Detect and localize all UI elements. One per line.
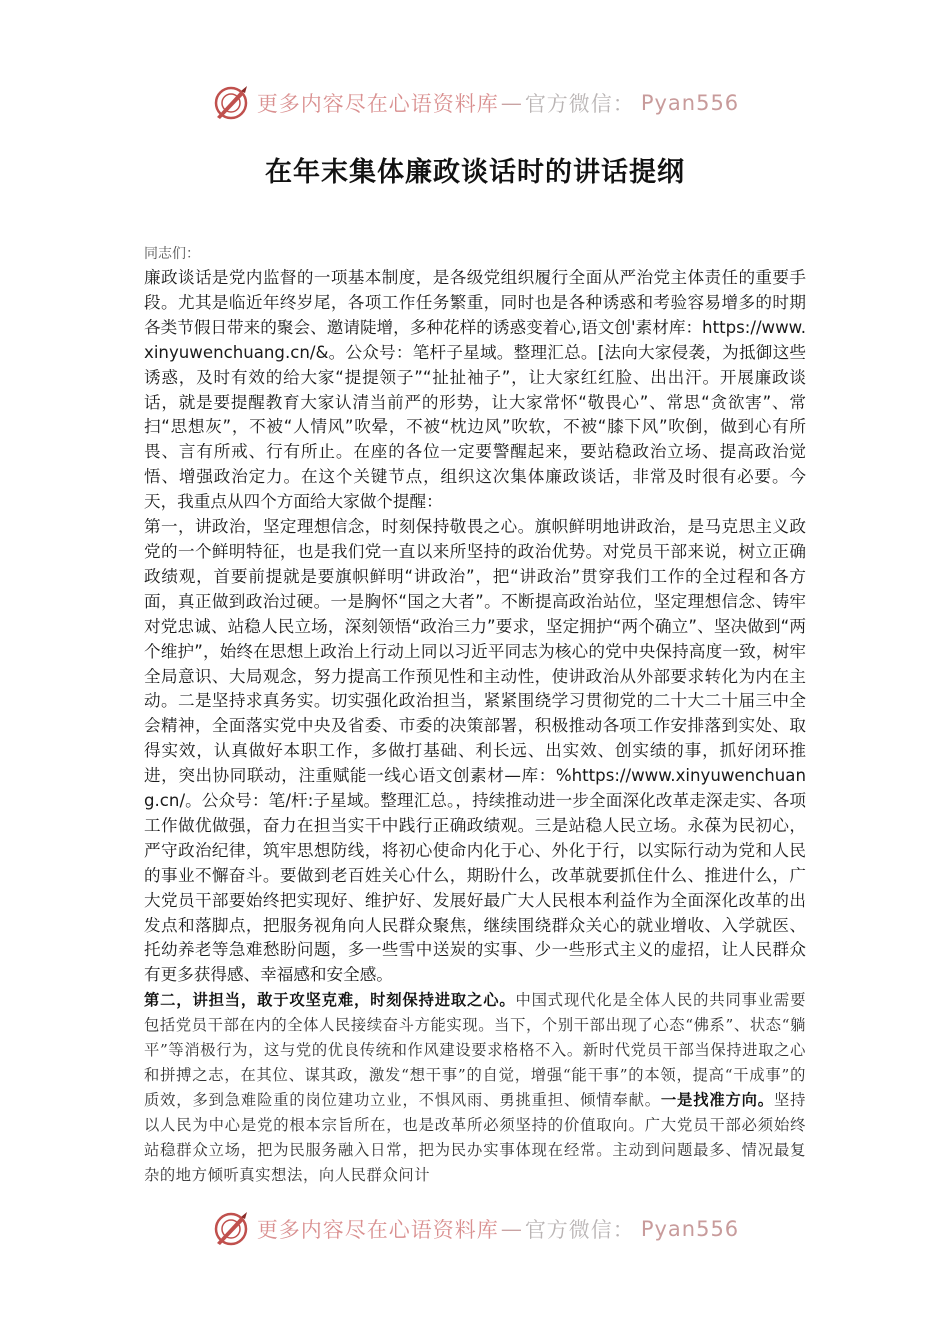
banner-dash: — <box>500 91 523 115</box>
paragraph-intro: 廉政谈话是党内监督的一项基本制度，是各级党组织履行全面从严治党主体责任的重要手段。尤其是临近年终岁尾，各项工作任务繁重，同时也是各种诱惑和考验容易增多的时期各类节假日带来的聚会、邀请陡增，多种花样的诱惑变着心,语文创'素材库：https://www.xinyuwenchuang.cn/&。公众号：笔杆子星域。整理汇总。[法向大家侵袭，为抵御这些诱惑，及时有效的给大家“提提领子”“扯扯袖子”，让大家红红脸、出出汗。开展廉政谈话，就是要提醒教育大家认清当前严的形势，让大家常怀“敬畏心”、常思“贪欲害”、常扫“思想灰”，不被“人情风”吹晕，不被“枕边风”吹软，不被“膝下风”吹倒，做到心有所畏、言有所戒、行有所止。在座的各位一定要警醒起来，要站稳政治立场、提高政治觉悟、增强政治定力。在这个关键节点，组织这次集体廉政谈话，非常及时很有必要。今天，我重点从四个方面给大家做个提醒： <box>144 268 806 512</box>
section-2-subheading: 一是找准方向。 <box>660 1091 774 1110</box>
logo-icon <box>211 83 251 123</box>
banner-text: 更多内容尽在心语资料库 <box>256 1218 499 1242</box>
section-2-text-a: 中国式现代化是全体人民的共同事业需要包括党员干部在内的全体人民接续奋斗方能实现。当下，个别干部出现了心态“佛系”、状态“躺平”等消极行为，这与党的优良传统和作风建设要求格格不入。新时代党员干部当保持进取之心和拼搏之志，在其位、谋其政，激发“想干事”的自觉，增强“能干事”的本领，提高“干成事”的质效，多到急难险重的岗位建功立业，不惧风雨、勇挑重担、倾情奉献。 <box>144 991 806 1110</box>
logo-icon <box>211 1209 251 1249</box>
banner-wechat-id: Pyan556 <box>640 91 740 115</box>
header-banner <box>0 78 950 128</box>
section-2-heading: 第二，讲担当，敢于攻坚克难，时刻保持进取之心。 <box>144 991 516 1010</box>
banner-wechat-id: Pyan556 <box>640 1217 740 1241</box>
document-body <box>144 266 806 1188</box>
footer-banner <box>0 1204 950 1254</box>
banner-dash: — <box>500 1217 523 1241</box>
greeting: 同志们： <box>144 246 200 262</box>
banner-wechat-label: 官方微信： <box>524 1218 635 1242</box>
document-title: 在年末集体廉政谈话时的讲话提纲 <box>265 157 685 188</box>
section-2-text-b: 坚持以人民为中心是党的根本宗旨所在，也是改革所必须坚持的价值取向。广大党员干部必须始终站稳群众立场，把为民服务融入日常，把为民办实事体现在经常。主动到问题最多、情况最复杂的地方倾听真实想法，向人民群众问计 <box>144 1091 807 1185</box>
banner-wechat-label: 官方微信： <box>524 92 635 116</box>
banner-text: 更多内容尽在心语资料库 <box>256 92 499 116</box>
paragraph-section-2 <box>144 988 806 1188</box>
paragraph-section-1: 第一，讲政治，坚定理想信念，时刻保持敬畏之心。旗帜鲜明地讲政治，是马克思主义政党的一个鲜明特征，也是我们党一直以来所坚持的政治优势。对党员干部来说，树立正确政绩观，首要前提就是要旗帜鲜明“讲政治”，把“讲政治”贯穿我们工作的全过程和各方面，真正做到政治过硬。一是胸怀“国之大者”。不断提高政治站位，坚定理想信念、铸牢对党忠诚、站稳人民立场，深刻领悟“政治三力”要求，坚定拥护“两个确立”、坚决做到“两个维护”，始终在思想上政治上行动上同以习近平同志为核心的党中央保持高度一致，树牢全局意识、大局观念，努力提高工作预见性和主动性，使讲政治从外部要求转化为内在主动。二是坚持求真务实。切实强化政治担当，紧紧围绕学习贯彻党的二十大二十届三中全会精神，全面落实党中央及省委、市委的决策部署，积极推动各项工作安排落到实处、取得实效，认真做好本职工作，多做打基础、利长远、出实效、创实绩的事，抓好闭环推进，突出协同联动，注重赋能一线心语文创素材—库：%https://www.xinyuwenchuang.cn/。公众号：笔/杆:子星域。整理汇总。，持续推动进一步全面深化改革走深走实、各项工作做优做强，奋力在担当实干中践行正确政绩观。三是站稳人民立场。永葆为民初心，严守政治纪律，筑牢思想防线，将初心使命内化于心、外化于行，以实际行动为党和人民的事业不懈奋斗。要做到老百姓关心什么，期盼什么，改革就要抓住什么、推进什么，广大党员干部要始终把实现好、维护好、发展好最广大人民根本利益作为全面深化改革的出发点和落脚点，把服务视角向人民群众聚焦，继续围绕群众关心的就业增收、入学就医、托幼养老等急难愁盼问题，多一些雪中送炭的实事、少一些形式主义的虚招，让人民群众有更多获得感、幸福感和安全感。 <box>144 517 806 985</box>
